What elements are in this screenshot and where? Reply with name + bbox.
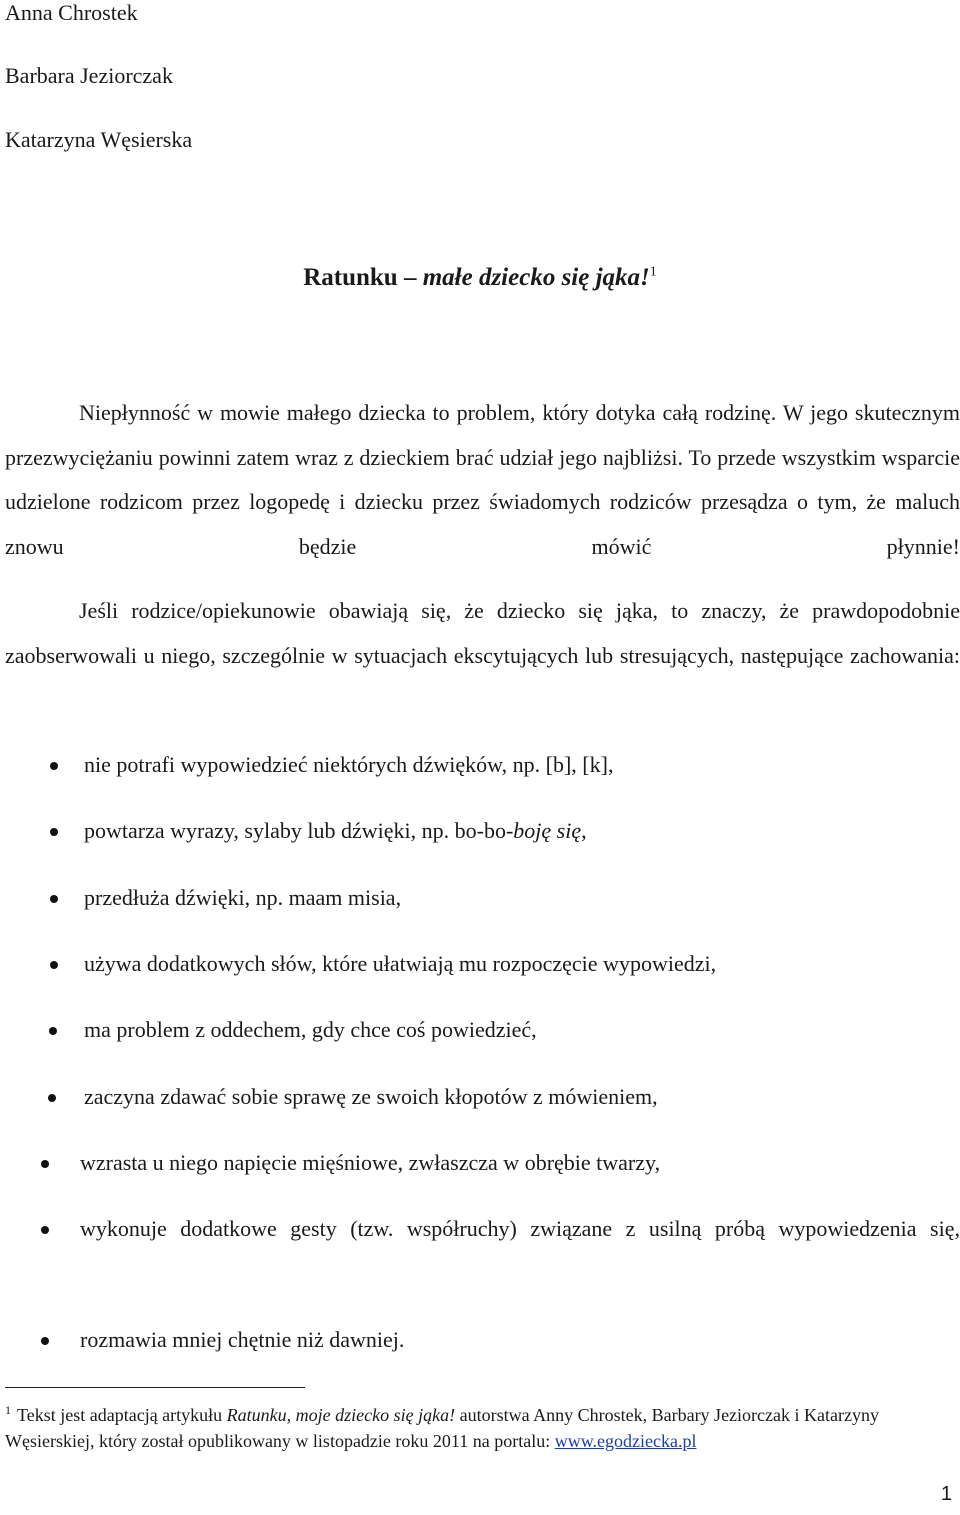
paragraph — [5, 391, 960, 614]
document-title — [0, 262, 960, 294]
bullet-icon — [50, 762, 58, 770]
bullet-icon — [49, 1027, 57, 1035]
bullet-icon — [41, 1160, 49, 1168]
bullet-icon — [50, 961, 58, 969]
article-title: Ratunku, moje dziecko się jąka! — [226, 1405, 456, 1425]
list-item-text: powtarza wyrazy, sylaby lub dźwięki, np. bo-bo-boję się, — [84, 818, 587, 843]
paragraph-text: Niepłynność w mowie małego dziecka to problem, który dotyka całą rodzinę. W jego skutecznym przezwyciężaniu powinni zatem wraz z dzieckiem brać udział jego najbliżsi. To przede wszystkim wsparcie udzielone rodzicom przez logopedę i dziecku przez świadomych rodziców przesądza o tym, że maluch znowu będzie mówić płynnie! — [5, 400, 960, 559]
list-item-text: ma problem z oddechem, gdy chce coś powiedzieć, — [84, 1017, 537, 1042]
bullet-icon — [50, 828, 58, 836]
title-regular: Ratunku – — [303, 264, 423, 291]
author-name: Katarzyna Węsierska — [5, 127, 193, 152]
bullet-icon — [41, 1226, 49, 1234]
footnote-number: 1 — [5, 1403, 11, 1417]
bullet-icon — [48, 1094, 56, 1102]
list-item-text: używa dodatkowych słów, które ułatwiają mu rozpoczęcie wypowiedzi, — [84, 951, 717, 976]
list-item-text: nie potrafi wypowiedzieć niektórych dźwięków, np. [b], [k], — [84, 752, 614, 777]
footnote: $^1$ Tekst jest adaptacją artykułu Ratunku, moje dziecko się jąka! autorstwa Anny Chrostek, Barbary Jeziorczak i Katarzyny Węsierskiej, który został opublikowany w listopadzie roku 2011 na portalu: www.egodziecka.pl — [5, 1403, 879, 1451]
list-item-text: przedłuża dźwięki, np. maam misia, — [84, 885, 402, 910]
list-item-text: wykonuje dodatkowe gesty (tzw. współruchy) związane z usilną próbą wypowiedzenia się, — [80, 1216, 960, 1241]
author-name: Barbara Jeziorczak — [5, 63, 173, 88]
bullet-icon — [50, 895, 58, 903]
list-item-text: zaczyna zdawać sobie sprawę ze swoich kłopotów z mówieniem, — [84, 1084, 658, 1109]
source-link[interactable]: www.egodziecka.pl — [554, 1431, 697, 1451]
list-item-text: rozmawia mniej chętnie niż dawniej. — [80, 1327, 405, 1352]
bullet-icon — [41, 1337, 49, 1345]
list-item-text: wzrasta u niego napięcie mięśniowe, zwłaszcza w obrębie twarzy, — [80, 1150, 661, 1175]
footnote-divider — [5, 1387, 305, 1388]
paragraph — [5, 589, 960, 723]
footnote-reference: 1 — [649, 264, 657, 280]
title-italic: małe dziecko się jąka! — [422, 264, 650, 291]
page-number: 1 — [940, 1483, 952, 1505]
paragraph-text: Jeśli rodzice/opiekunowie obawiają się, że dziecko się jąka, to znaczy, że prawdopodobnie zaobserwowali u niego, szczególnie w sytuacjach ekscytujących lub stresujących, następujące zachowania: — [5, 598, 960, 668]
author-name: Anna Chrostek — [5, 0, 138, 25]
